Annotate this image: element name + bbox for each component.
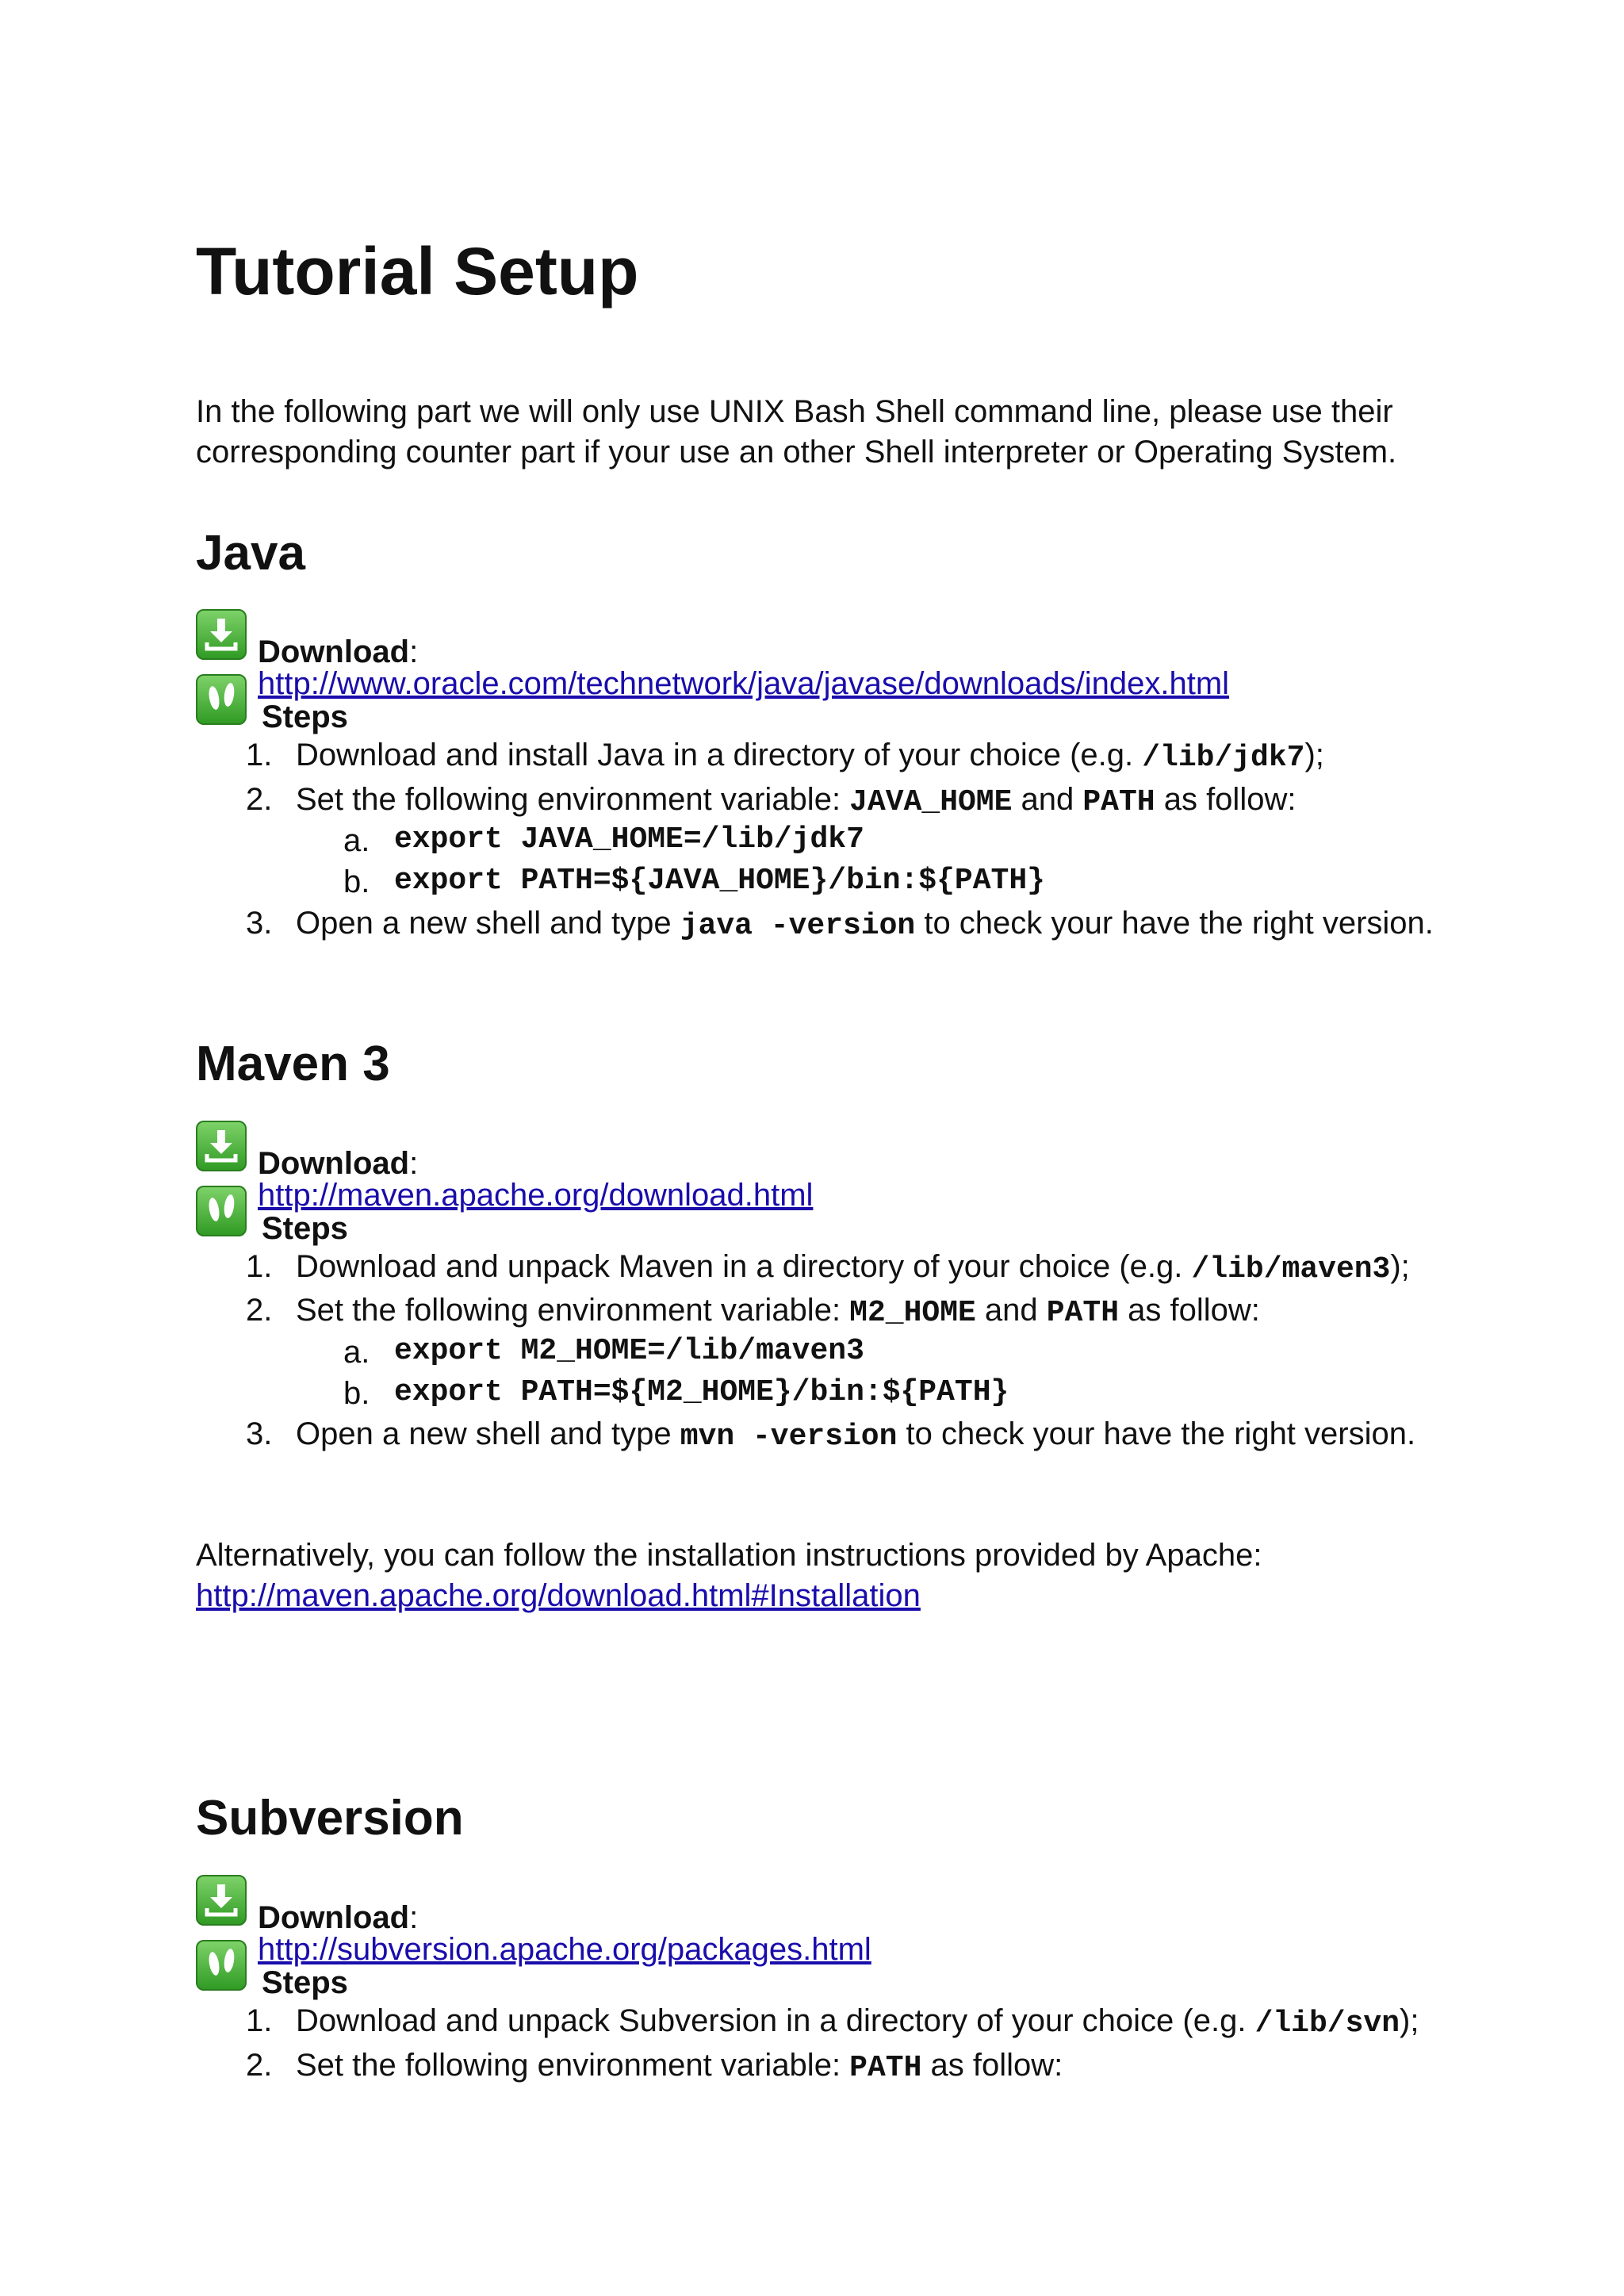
page-title: Tutorial Setup (196, 234, 639, 309)
step-number: 2. (246, 2048, 273, 2083)
step-number: 1. (246, 738, 273, 772)
substep-letter: b. (343, 864, 370, 899)
step-number: 3. (246, 1416, 273, 1451)
java-step-3: Open a new shell and type java -version to check your have the right version. (296, 906, 1434, 943)
java-step-2a: export JAVA_HOME=/lib/jdk7 (394, 822, 864, 857)
step-number: 2. (246, 782, 273, 817)
maven-step-2a: export M2_HOME=/lib/maven3 (394, 1334, 864, 1368)
java-step-1: Download and install Java in a directory of your choice (e.g. /lib/jdk7); (296, 738, 1324, 775)
maven-download-link[interactable]: http://maven.apache.org/download.html (258, 1178, 814, 1213)
step-number: 2. (246, 1293, 273, 1328)
java-download-link[interactable]: http://www.oracle.com/technetwork/java/javase/downloads/index.html (258, 666, 1230, 701)
footsteps-icon (196, 1186, 247, 1236)
maven-step-2: Set the following environment variable: M2_HOME and PATH as follow: (296, 1293, 1260, 1330)
section-heading-maven: Maven 3 (196, 1037, 390, 1091)
section-heading-subversion: Subversion (196, 1791, 464, 1846)
section-heading-java: Java (196, 526, 305, 581)
intro-line-2: corresponding counter part if your use an other Shell interpreter or Operating System. (196, 435, 1397, 470)
step-number: 1. (246, 2003, 273, 2038)
steps-label: Steps (262, 1211, 348, 1246)
download-arrow-icon (196, 1875, 247, 1926)
download-label: Download: http://www.oracle.com/technetwork/java/javase/downloads/index.html (258, 634, 1230, 701)
footsteps-icon (196, 674, 247, 725)
maven-step-2b: export PATH=${M2_HOME}/bin:${PATH} (394, 1375, 1009, 1409)
svn-step-2: Set the following environment variable: PATH as follow: (296, 2048, 1063, 2085)
steps-label: Steps (262, 700, 348, 734)
steps-label: Steps (262, 1965, 348, 2000)
download-label: Download: http://maven.apache.org/download.html (258, 1146, 814, 1213)
download-arrow-icon (196, 1121, 247, 1171)
maven-installation-link[interactable]: http://maven.apache.org/download.html#Installation (196, 1578, 921, 1613)
substep-letter: a. (343, 1335, 370, 1370)
substep-letter: b. (343, 1376, 370, 1411)
maven-step-3: Open a new shell and type mvn -version to check your have the right version. (296, 1416, 1416, 1454)
download-arrow-icon (196, 609, 247, 660)
step-number: 1. (246, 1249, 273, 1284)
substep-letter: a. (343, 823, 370, 858)
java-step-2b: export PATH=${JAVA_HOME}/bin:${PATH} (394, 864, 1045, 898)
svn-step-1: Download and unpack Subversion in a directory of your choice (e.g. /lib/svn); (296, 2003, 1419, 2041)
maven-step-1: Download and unpack Maven in a directory of your choice (e.g. /lib/maven3); (296, 1249, 1410, 1286)
svn-download-link[interactable]: http://subversion.apache.org/packages.html (258, 1932, 871, 1967)
step-number: 3. (246, 906, 273, 941)
intro-line-1: In the following part we will only use UNIX Bash Shell command line, please use their (196, 394, 1393, 429)
java-step-2: Set the following environment variable: JAVA_HOME and PATH as follow: (296, 782, 1297, 819)
maven-alternative-text: Alternatively, you can follow the installation instructions provided by Apache: (196, 1538, 1262, 1573)
footsteps-icon (196, 1940, 247, 1991)
download-label: Download: http://subversion.apache.org/packages.html (258, 1900, 871, 1967)
